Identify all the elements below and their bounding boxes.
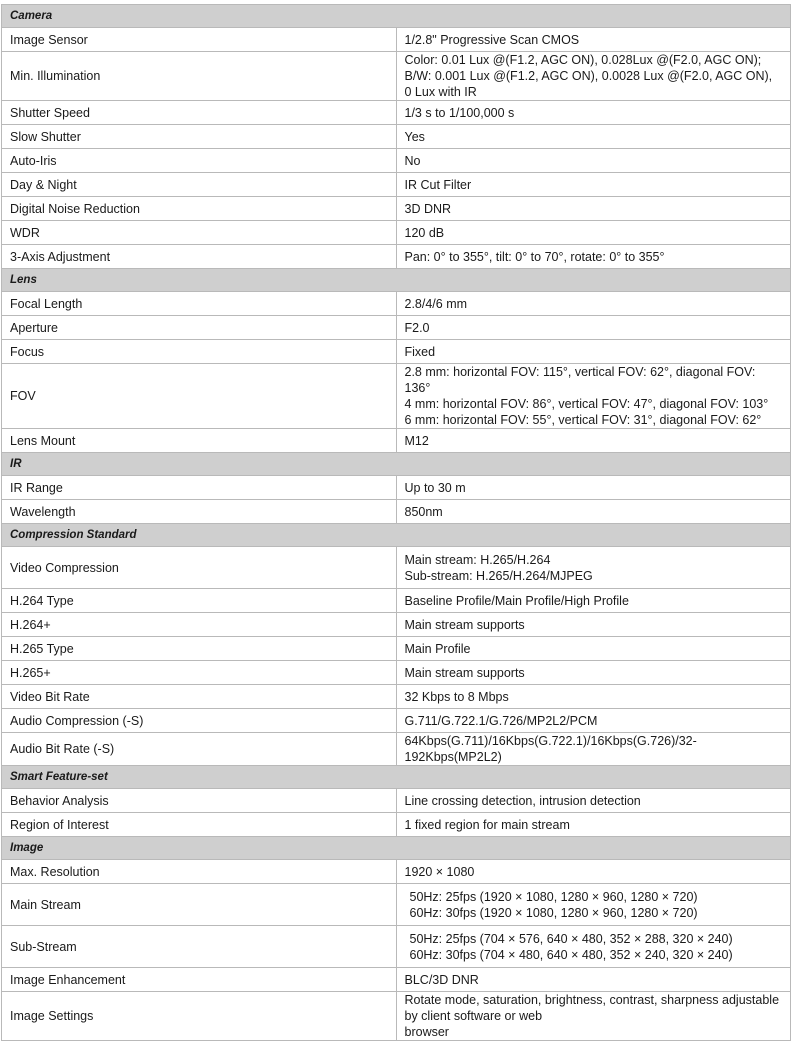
spec-row <box>2 197 791 221</box>
spec-value <box>396 968 791 992</box>
spec-value-line: Main Profile <box>404 641 471 656</box>
spec-row <box>2 149 791 173</box>
spec-key: Digital Noise Reduction <box>2 197 397 221</box>
spec-key: WDR <box>2 221 397 245</box>
spec-value-line: 64Kbps(G.711)/16Kbps(G.722.1)/16Kbps(G.726)/32-192Kbps(MP2L2) <box>404 734 697 764</box>
spec-value-line: 2.8 mm: horizontal FOV: 115°, vertical FOV: 62°, diagonal FOV: 136° <box>404 365 756 395</box>
spec-value-line: Main stream: H.265/H.264 <box>404 552 551 567</box>
spec-value <box>396 813 791 837</box>
section-header <box>2 269 791 292</box>
spec-key: Shutter Speed <box>2 101 397 125</box>
section-title: IR <box>2 453 791 476</box>
spec-key: FOV <box>2 364 397 429</box>
spec-row <box>2 661 791 685</box>
spec-value <box>396 101 791 125</box>
spec-value-line: Up to 30 m <box>404 480 466 495</box>
spec-value-line: IR Cut Filter <box>404 177 472 192</box>
spec-value <box>396 292 791 316</box>
spec-value-line: F2.0 <box>404 320 430 335</box>
spec-value-line: 50Hz: 25fps (1920 × 1080, 1280 × 960, 1280 × 720) <box>409 889 698 904</box>
spec-key: Region of Interest <box>2 813 397 837</box>
spec-row <box>2 125 791 149</box>
spec-value <box>396 500 791 524</box>
section-header <box>2 453 791 476</box>
spec-value <box>396 789 791 813</box>
spec-key: H.264+ <box>2 613 397 637</box>
spec-value-line: 1920 × 1080 <box>404 864 475 879</box>
spec-value-line: 850nm <box>404 504 443 519</box>
spec-key: H.264 Type <box>2 589 397 613</box>
spec-row <box>2 637 791 661</box>
spec-key: Image Enhancement <box>2 968 397 992</box>
section-header <box>2 837 791 860</box>
spec-key: Min. Illumination <box>2 52 397 101</box>
spec-value <box>396 221 791 245</box>
spec-value <box>396 547 791 589</box>
spec-row <box>2 789 791 813</box>
spec-key: Auto-Iris <box>2 149 397 173</box>
spec-key: Audio Compression (-S) <box>2 709 397 733</box>
spec-key: Video Compression <box>2 547 397 589</box>
section-title: Image <box>2 837 791 860</box>
spec-row <box>2 429 791 453</box>
spec-value-line: Color: 0.01 Lux @(F1.2, AGC ON), 0.028Lux @(F2.0, AGC ON); <box>404 53 762 67</box>
spec-row <box>2 364 791 429</box>
spec-value-line: 60Hz: 30fps (1920 × 1080, 1280 × 960, 1280 × 720) <box>409 905 698 920</box>
spec-row <box>2 613 791 637</box>
spec-key: Main Stream <box>2 884 397 926</box>
spec-value-line: Fixed <box>404 344 436 359</box>
section-header <box>2 5 791 28</box>
spec-value-line: M12 <box>404 433 429 448</box>
spec-value-line: 1/2.8" Progressive Scan CMOS <box>404 32 580 47</box>
spec-key: Day & Night <box>2 173 397 197</box>
spec-row <box>2 926 791 968</box>
spec-row <box>2 860 791 884</box>
spec-value <box>396 28 791 52</box>
spec-table-body <box>2 5 791 1041</box>
spec-key: Slow Shutter <box>2 125 397 149</box>
spec-key: IR Range <box>2 476 397 500</box>
section-title: Smart Feature-set <box>2 766 791 789</box>
spec-row <box>2 292 791 316</box>
spec-row <box>2 52 791 101</box>
spec-row <box>2 547 791 589</box>
spec-row <box>2 28 791 52</box>
spec-row <box>2 968 791 992</box>
spec-key: Image Sensor <box>2 28 397 52</box>
spec-value <box>396 613 791 637</box>
spec-value <box>396 589 791 613</box>
spec-row <box>2 589 791 613</box>
spec-row <box>2 709 791 733</box>
spec-value <box>396 685 791 709</box>
spec-value <box>396 316 791 340</box>
spec-row <box>2 884 791 926</box>
spec-key: Audio Bit Rate (-S) <box>2 733 397 766</box>
spec-value <box>396 926 791 968</box>
spec-row <box>2 221 791 245</box>
spec-value-line: Baseline Profile/Main Profile/High Profile <box>404 593 629 608</box>
spec-value-line: 1 fixed region for main stream <box>404 817 570 832</box>
spec-key: Focus <box>2 340 397 364</box>
spec-value <box>396 733 791 766</box>
spec-value <box>396 476 791 500</box>
spec-row <box>2 733 791 766</box>
spec-value-line: B/W: 0.001 Lux @(F1.2, AGC ON), 0.0028 Lux @(F2.0, AGC ON), 0 Lux with IR <box>404 69 773 99</box>
spec-row <box>2 685 791 709</box>
spec-value-line: 4 mm: horizontal FOV: 86°, vertical FOV: 47°, diagonal FOV: 103° <box>404 397 769 411</box>
spec-row <box>2 316 791 340</box>
spec-value-line: 50Hz: 25fps (704 × 576, 640 × 480, 352 × 288, 320 × 240) <box>409 931 733 946</box>
spec-table <box>1 4 791 1041</box>
spec-value <box>396 340 791 364</box>
spec-value <box>396 197 791 221</box>
spec-value-line: 6 mm: horizontal FOV: 55°, vertical FOV: 31°, diagonal FOV: 62° <box>404 413 762 427</box>
spec-value <box>396 884 791 926</box>
spec-value-line: browser <box>404 1025 449 1039</box>
section-header <box>2 766 791 789</box>
spec-value-line: 60Hz: 30fps (704 × 480, 640 × 480, 352 × 240, 320 × 240) <box>409 947 733 962</box>
spec-row <box>2 173 791 197</box>
spec-value-line: Line crossing detection, intrusion detection <box>404 793 641 808</box>
spec-value-line: 32 Kbps to 8 Mbps <box>404 689 509 704</box>
spec-key: Max. Resolution <box>2 860 397 884</box>
spec-row <box>2 500 791 524</box>
spec-value <box>396 245 791 269</box>
spec-row <box>2 101 791 125</box>
spec-value-line: Main stream supports <box>404 665 525 680</box>
spec-row <box>2 245 791 269</box>
spec-key: Focal Length <box>2 292 397 316</box>
spec-key: Wavelength <box>2 500 397 524</box>
spec-row <box>2 813 791 837</box>
spec-key: Sub-Stream <box>2 926 397 968</box>
spec-value-line: G.711/G.722.1/G.726/MP2L2/PCM <box>404 713 598 728</box>
spec-value <box>396 661 791 685</box>
spec-key: Image Settings <box>2 992 397 1041</box>
spec-key: 3-Axis Adjustment <box>2 245 397 269</box>
spec-table-container <box>1 4 791 1041</box>
spec-value-line: No <box>404 153 421 168</box>
section-header <box>2 524 791 547</box>
spec-value-line: Pan: 0° to 355°, tilt: 0° to 70°, rotate: 0° to 355° <box>404 249 665 264</box>
spec-value-line: Main stream supports <box>404 617 525 632</box>
spec-key: Aperture <box>2 316 397 340</box>
spec-key: Lens Mount <box>2 429 397 453</box>
spec-key: Behavior Analysis <box>2 789 397 813</box>
spec-value-line: BLC/3D DNR <box>404 972 479 987</box>
spec-value <box>396 860 791 884</box>
spec-value <box>396 429 791 453</box>
spec-value-line: 2.8/4/6 mm <box>404 296 468 311</box>
spec-row <box>2 340 791 364</box>
spec-key: H.265 Type <box>2 637 397 661</box>
section-title: Camera <box>2 5 791 28</box>
spec-value-line: 1/3 s to 1/100,000 s <box>404 105 515 120</box>
spec-key: H.265+ <box>2 661 397 685</box>
spec-row <box>2 992 791 1041</box>
spec-value <box>396 52 791 101</box>
spec-value <box>396 637 791 661</box>
section-title: Lens <box>2 269 791 292</box>
spec-value <box>396 173 791 197</box>
spec-value-line: 3D DNR <box>404 201 452 216</box>
spec-value-line: 120 dB <box>404 225 445 240</box>
spec-row <box>2 476 791 500</box>
spec-value <box>396 125 791 149</box>
spec-value <box>396 149 791 173</box>
spec-key: Video Bit Rate <box>2 685 397 709</box>
spec-value <box>396 992 791 1041</box>
spec-value-line: Yes <box>404 129 425 144</box>
spec-value-line: Sub-stream: H.265/H.264/MJPEG <box>404 568 593 583</box>
section-title: Compression Standard <box>2 524 791 547</box>
spec-value <box>396 364 791 429</box>
spec-value-line: Rotate mode, saturation, brightness, contrast, sharpness adjustable by client software or web <box>404 993 780 1023</box>
spec-value <box>396 709 791 733</box>
